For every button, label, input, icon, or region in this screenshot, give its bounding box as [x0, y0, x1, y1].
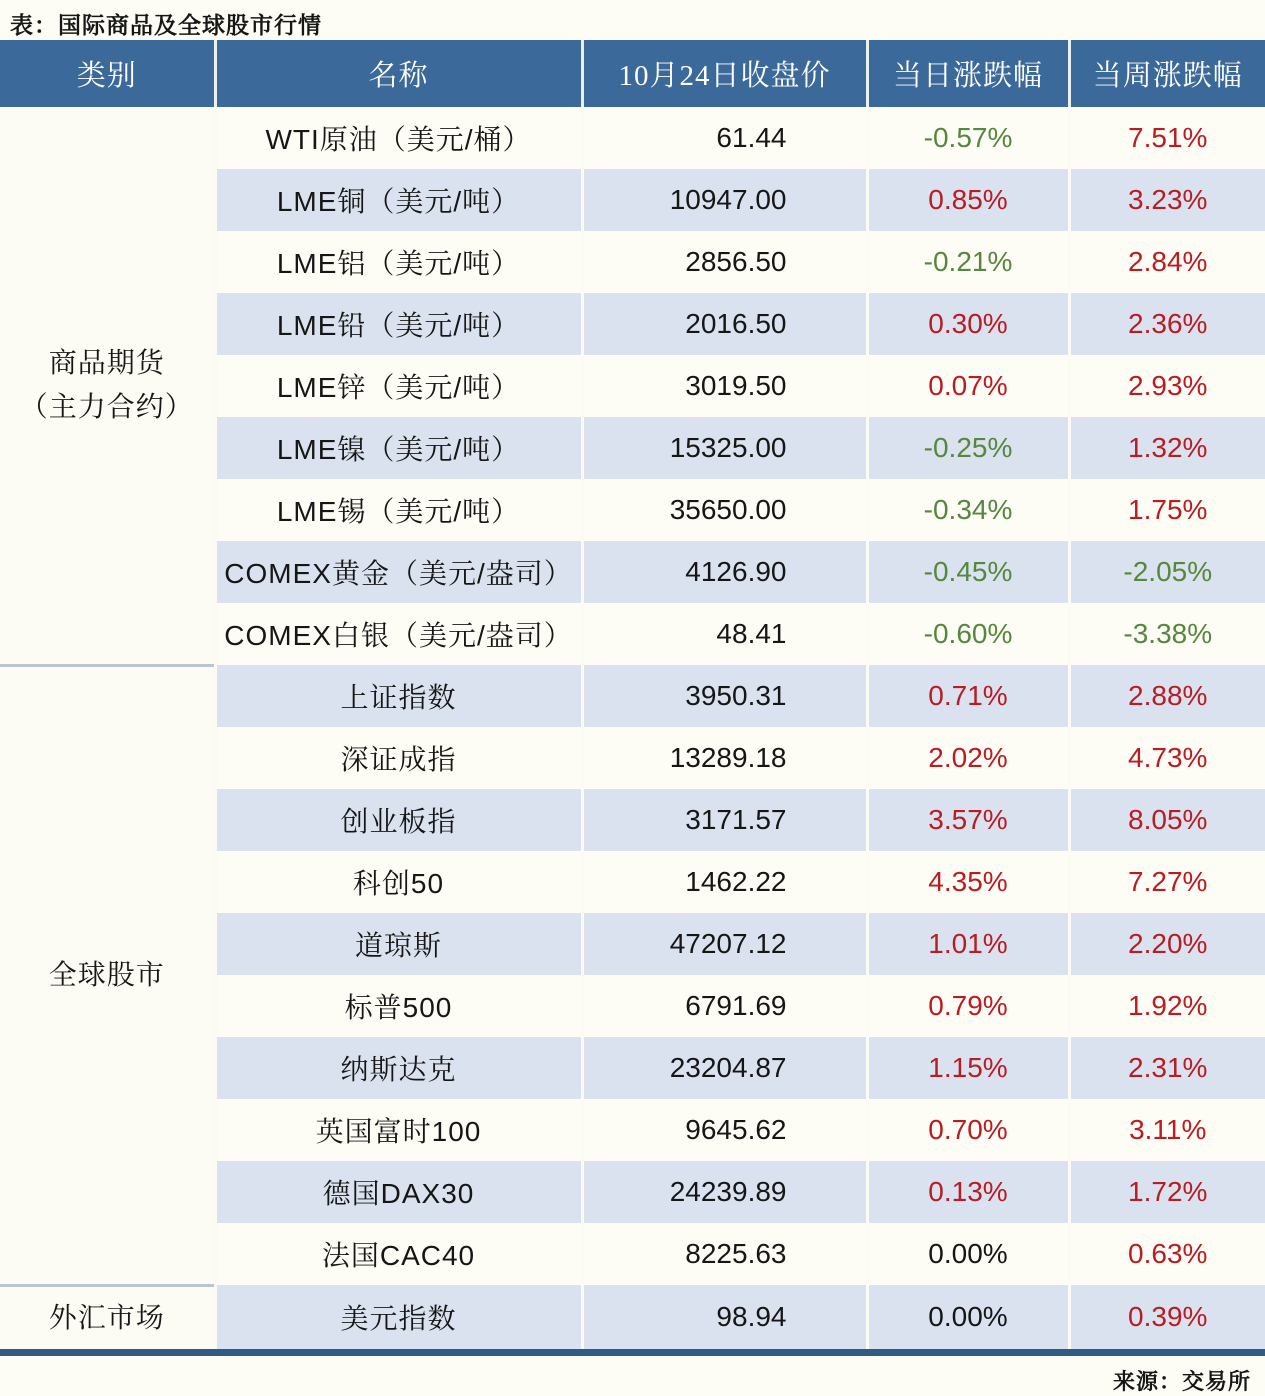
market-table	[0, 40, 1265, 1349]
day-change-cell: 0.85%	[867, 169, 1069, 231]
name-cell: COMEX黄金（美元/盎司）	[215, 541, 582, 603]
category-label-line: 商品期货	[48, 347, 165, 379]
week-change-cell: 7.27%	[1128, 866, 1208, 897]
close-cell: 98.94	[582, 1285, 867, 1349]
day-change-cell: 0.00%	[867, 1285, 1069, 1349]
day-change-cell: 3.57%	[867, 789, 1069, 851]
week-change-cell: 2.93%	[1128, 370, 1208, 401]
table-row	[0, 107, 1265, 169]
week-change-cell: 2.84%	[1128, 246, 1208, 277]
day-change-cell: 1.15%	[867, 1037, 1069, 1099]
column-header-name: 名称	[215, 40, 582, 107]
close-cell: 8225.63	[582, 1223, 867, 1285]
name-cell: LME锌（美元/吨）	[215, 355, 582, 417]
name-cell: 法国CAC40	[215, 1223, 582, 1285]
source-note: 来源：交易所	[1112, 1368, 1251, 1394]
close-cell: 15325.00	[582, 417, 867, 479]
week-change-cell: -2.05%	[1069, 541, 1265, 603]
name-cell: LME镍（美元/吨）	[215, 417, 582, 479]
category-cell	[0, 665, 215, 1285]
week-change-cell: 0.39%	[1069, 1285, 1265, 1349]
category-label-line: 全球股市	[48, 959, 165, 990]
name-cell: 深证成指	[215, 727, 582, 789]
close-cell: 13289.18	[582, 727, 867, 789]
name-cell: COMEX白银（美元/盎司）	[215, 603, 582, 665]
day-change-cell: 0.70%	[867, 1099, 1069, 1161]
close-cell: 3171.57	[582, 789, 867, 851]
table-body	[0, 107, 1265, 1349]
close-cell: 24239.89	[582, 1161, 867, 1223]
week-change-cell: -3.38%	[1123, 618, 1213, 649]
close-cell: 35650.00	[582, 479, 867, 541]
column-header-week-change: 当周涨跌幅	[1069, 40, 1265, 107]
close-cell: 3950.31	[582, 665, 867, 727]
close-cell: 6791.69	[582, 975, 867, 1037]
week-change-cell: 3.23%	[1069, 169, 1265, 231]
day-change-cell: 0.30%	[867, 293, 1069, 355]
column-header-day-change: 当日涨跌幅	[867, 40, 1069, 107]
close-cell: 2856.50	[582, 231, 867, 293]
name-cell: 科创50	[215, 851, 582, 913]
week-change-cell: 1.72%	[1069, 1161, 1265, 1223]
week-change-cell: 2.36%	[1069, 293, 1265, 355]
week-change-cell: 8.05%	[1069, 789, 1265, 851]
name-cell: 道琼斯	[215, 913, 582, 975]
day-change-cell: 0.00%	[867, 1223, 1069, 1285]
close-cell: 4126.90	[582, 541, 867, 603]
close-cell: 2016.50	[582, 293, 867, 355]
week-change-cell: 0.63%	[1128, 1238, 1208, 1269]
close-cell: 47207.12	[582, 913, 867, 975]
week-change-cell: 2.31%	[1069, 1037, 1265, 1099]
category-cell	[0, 1285, 215, 1349]
category-label-line: （主力合约）	[19, 391, 194, 423]
day-change-cell: -0.45%	[867, 541, 1069, 603]
day-change-cell: 4.35%	[867, 851, 1069, 913]
day-change-cell: -0.60%	[867, 603, 1069, 665]
close-cell: 61.44	[582, 107, 867, 169]
close-cell: 23204.87	[582, 1037, 867, 1099]
week-change-cell: 1.75%	[1128, 494, 1208, 525]
close-cell: 1462.22	[582, 851, 867, 913]
day-change-cell: 2.02%	[867, 727, 1069, 789]
name-cell: 创业板指	[215, 789, 582, 851]
week-change-cell: 2.20%	[1069, 913, 1265, 975]
day-change-cell: 0.79%	[867, 975, 1069, 1037]
week-change-cell: 2.88%	[1069, 665, 1265, 727]
category-cell	[0, 107, 215, 665]
day-change-cell: 0.07%	[867, 355, 1069, 417]
day-change-cell: 0.13%	[867, 1161, 1069, 1223]
close-cell: 48.41	[582, 603, 867, 665]
week-change-cell: 3.11%	[1129, 1114, 1207, 1145]
name-cell: 德国DAX30	[215, 1161, 582, 1223]
column-header-category: 类别	[0, 40, 215, 107]
close-cell: 3019.50	[582, 355, 867, 417]
name-cell: LME铝（美元/吨）	[215, 231, 582, 293]
week-change-cell: 4.73%	[1128, 742, 1208, 773]
week-change-cell: 7.51%	[1128, 122, 1208, 153]
day-change-cell: -0.21%	[867, 231, 1069, 293]
table-title: 表：国际商品及全球股市行情	[10, 12, 322, 38]
name-cell: 上证指数	[215, 665, 582, 727]
name-cell: 纳斯达克	[215, 1037, 582, 1099]
close-cell: 10947.00	[582, 169, 867, 231]
close-cell: 9645.62	[582, 1099, 867, 1161]
table-header	[0, 40, 1265, 107]
table-row	[0, 1285, 1265, 1349]
name-cell: 美元指数	[215, 1285, 582, 1349]
name-cell: WTI原油（美元/桶）	[215, 107, 582, 169]
day-change-cell: -0.34%	[867, 479, 1069, 541]
column-header-close-price: 10月24日收盘价	[582, 40, 867, 107]
week-change-cell: 1.92%	[1128, 990, 1208, 1021]
day-change-cell: 1.01%	[867, 913, 1069, 975]
table-row	[0, 665, 1265, 727]
day-change-cell: -0.25%	[867, 417, 1069, 479]
name-cell: 英国富时100	[215, 1099, 582, 1161]
name-cell: LME锡（美元/吨）	[215, 479, 582, 541]
week-change-cell: 1.32%	[1069, 417, 1265, 479]
name-cell: LME铜（美元/吨）	[215, 169, 582, 231]
category-label-line: 外汇市场	[48, 1301, 165, 1333]
day-change-cell: -0.57%	[867, 107, 1069, 169]
name-cell: 标普500	[215, 975, 582, 1037]
name-cell: LME铅（美元/吨）	[215, 293, 582, 355]
day-change-cell: 0.71%	[867, 665, 1069, 727]
